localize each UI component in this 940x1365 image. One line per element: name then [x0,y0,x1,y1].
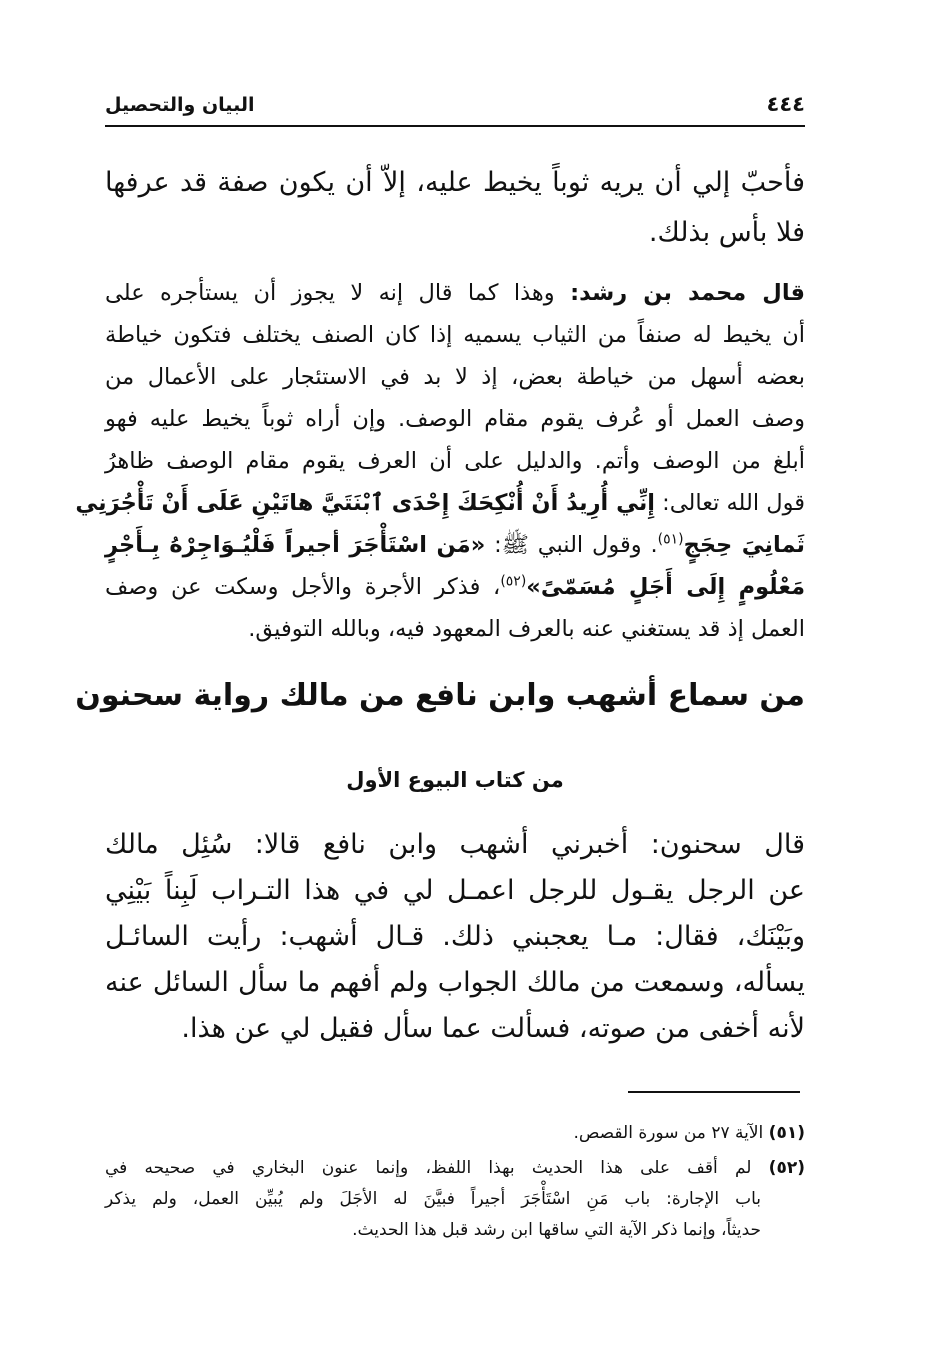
header-rule [105,125,805,127]
text-line: فأحبّ إلي أن يريه ثوباً يخيط عليه، إلاّ أن يكون صفة قد عرفها [105,167,805,198]
text-segment: ، فذكر الأجرة والأجل وسكت عن وصف [105,574,501,600]
paragraph-continuation [105,158,805,258]
text-line: العمل إذ قد يستغني عنه بالعرف المعهود فيه، وبالله التوفيق. [248,616,805,642]
text-segment: . وقول النبي ﷺ: [485,532,658,558]
page-header [105,92,805,122]
footnote-51 [105,1118,805,1149]
footnote-line [105,1118,805,1149]
text-line [75,482,805,524]
text-line [105,524,805,566]
footnote-line: حديثاً، وإنما ذكر الآية التي ساقها ابن رشد قبل هذا الحديث. [352,1220,761,1240]
text-line [105,272,805,314]
text-line [105,566,805,608]
footnote-text: لم أقف على هذا الحديث بهذا اللفظ، وإنما عنون البخاري في صحيحه في [105,1158,769,1178]
text-line: عن الرجل يقـول للرجل اعمـل لي في هذا التـراب لَبِناً بَيْنِي [105,875,805,906]
text-line: قال سحنون: أخبرني أشهب وابن نافع قالا: سُئِل مالك [105,829,805,860]
commentator-lead: قال محمد بن رشد: [570,280,806,306]
hadith-quote: «مَن اسْتَأْجَرَ أجيراً فَلْيُـوَاجِرْهُ بِـأَجْرٍ [105,532,486,558]
section-title: من سماع أشهب وابن نافع من مالك رواية سحنون [75,678,805,713]
text-line: يسأله، وسمعت من مالك الجواب ولم أفهم ما سأل السائل عنه [105,967,805,998]
text-segment: قول الله تعالى: [655,490,805,516]
text-segment: وهذا كما قال إنه لا يجوز أن يستأجره على [105,280,571,306]
hadith-quote: مَعْلُومٍ إِلَى أَجَلٍ مُسَمّىً» [526,574,805,600]
footnote-text: الآية ٢٧ من سورة القصص. [573,1123,769,1143]
running-head-title: البيان والتحصيل [105,94,255,116]
text-line: أبلغ من الوصف وأتم. والدليل على أن العرف يقوم مقام الوصف ظاهرُ [105,448,805,474]
footnote-line: باب الإجارة: باب مَنِ اسْتَأْجَرَ أجيراً فبيَّنَ له الأجَلَ ولم يُبيِّن العمل، ولم يذكر [105,1189,761,1209]
footnote-ref: (٥٢) [500,573,527,590]
text-line: لأنه أخفى من صوته، فسألت عما سأل فقيل لي عن هذا. [181,1013,805,1044]
footnote-separator [628,1091,800,1093]
commentary-paragraph [75,272,806,650]
page-number: ٤٤٤ [766,92,805,116]
quran-verse: ثَمانِيَ حِجَجٍ [683,532,805,558]
footnote-line [105,1153,805,1184]
footnote-52 [105,1153,805,1246]
footnote-ref: (٥١) [657,531,684,548]
quran-verse: إِنِّي أُرِيدُ أَنْ أُنْكِحَكَ إِحْدَى ٱبْنَتَيَّ هاتَيْنِ عَلَى أَنْ تَأْجُرَنِي [75,490,656,516]
subsection-title: من كتاب البيوع الأول [346,768,564,792]
narration-paragraph [105,822,805,1052]
text-line: وصف العمل أو عُرف يقوم مقام الوصف. وإن أراه ثوباً يخيط عليه فهو [105,406,805,432]
text-line: أن يخيط له صنفاً من الثياب يسميه إذا كان الصنف يختلف فتكون خياطة [105,322,805,348]
footnote-number: (٥٢) [768,1158,805,1178]
text-line: وبَيْنَك، فقال: مـا يعجبني ذلك. قـال أشهب: رأيت السائـل [105,921,805,952]
text-line: بعضه أسهل من خياطة بعض، إذ لا بد في الاستئجار على الأعمال من [105,364,805,390]
text-line: فلا بأس بذلك. [648,217,805,248]
footnote-number: (٥١) [768,1123,805,1143]
